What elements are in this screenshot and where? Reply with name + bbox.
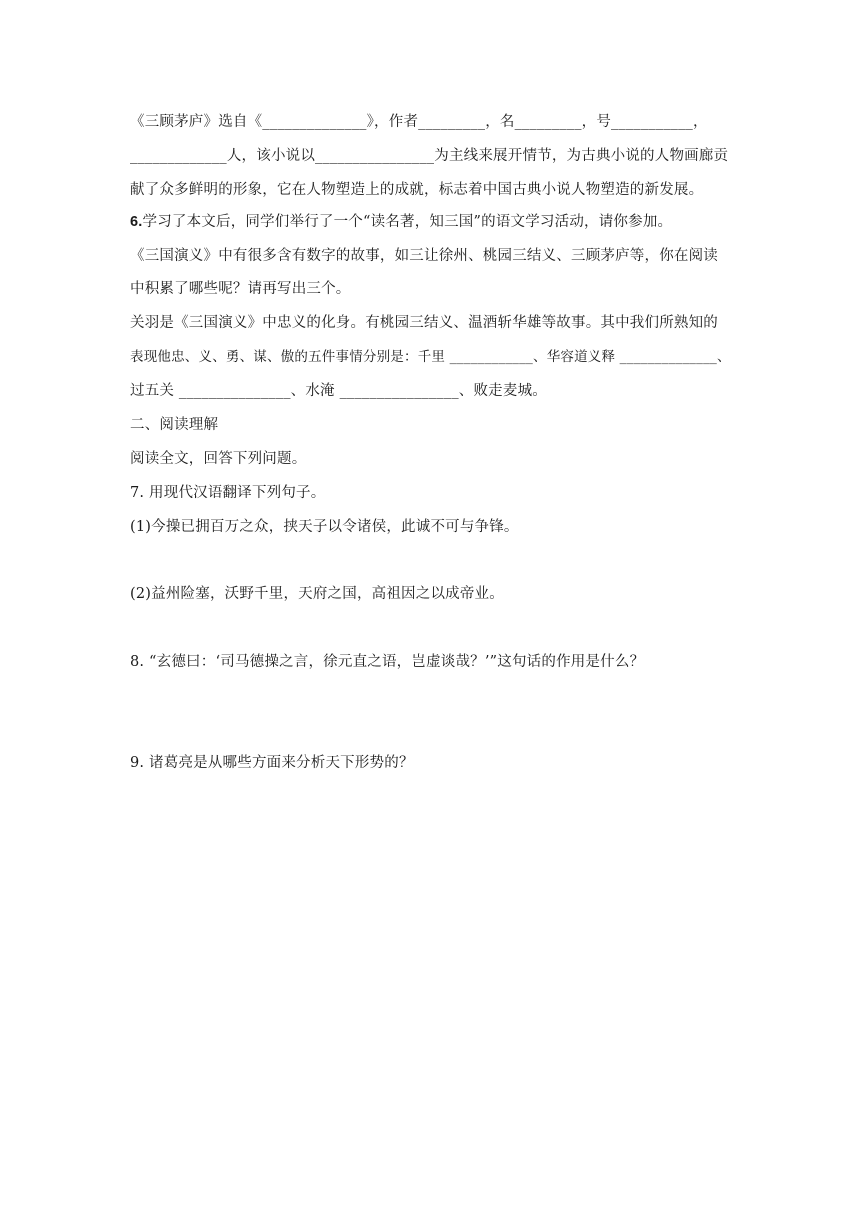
question-9: 9. 诸葛亮是从哪些方面来分析天下形势的？ [130,755,414,771]
question-7: 7. 用现代汉语翻译下列句子。 [130,485,326,501]
section-heading: 二、阅读理解 [130,417,219,433]
question-6-sub2-line-1: 关羽是《三国演义》中忠义的化身。有桃园三结义、温酒斩华雄等故事。其中我们所熟知的 [130,315,718,331]
question-6-sub1-line-1: 《三国演义》中有很多含有数字的故事，如三让徐州、桃园三结义、三顾茅庐等，你在阅读 [130,248,718,264]
question-6-text: 学习了本文后，同学们举行了一个“读名著，知三国”的语文学习活动，请你参加。 [142,214,673,230]
fill-blank-line-1: 《三顾茅庐》选自《______________》，作者_________，名_________，号___________， [130,114,708,130]
question-6-sub2-line-2: 表现他忠、义、勇、谋、傲的五件事情分别是：千里 ____________、华容道义释 ______________、 [130,349,731,365]
question-6-number: 6. [130,214,143,230]
question-6-sub2-line-3: 过五关 _______________、水淹 ________________、败走麦城。 [130,383,547,399]
question-8: 8. “玄德曰：‘司马德操之言，徐元直之语，岂虚谈哉？’”这句话的作用是什么？ [130,654,645,670]
reading-instruction: 阅读全文，回答下列问题。 [130,451,307,467]
question-7-sentence-1: (1)今操已拥百万之众，挟天子以令诸侯，此诚不可与争锋。 [130,519,519,535]
question-7-sentence-2: (2)益州险塞，沃野千里，天府之国，高祖因之以成帝业。 [130,586,504,602]
question-6-line [130,212,735,232]
fill-blank-line-2: _____________人，该小说以________________为主线来展开情节，为古典小说的人物画廊贡 [130,148,729,164]
fill-blank-line-3: 献了众多鲜明的形象，它在人物塑造上的成就，标志着中国古典小说人物塑造的新发展。 [130,182,704,198]
question-6-sub1-line-2: 中积累了哪些呢？请再写出三个。 [130,281,351,297]
